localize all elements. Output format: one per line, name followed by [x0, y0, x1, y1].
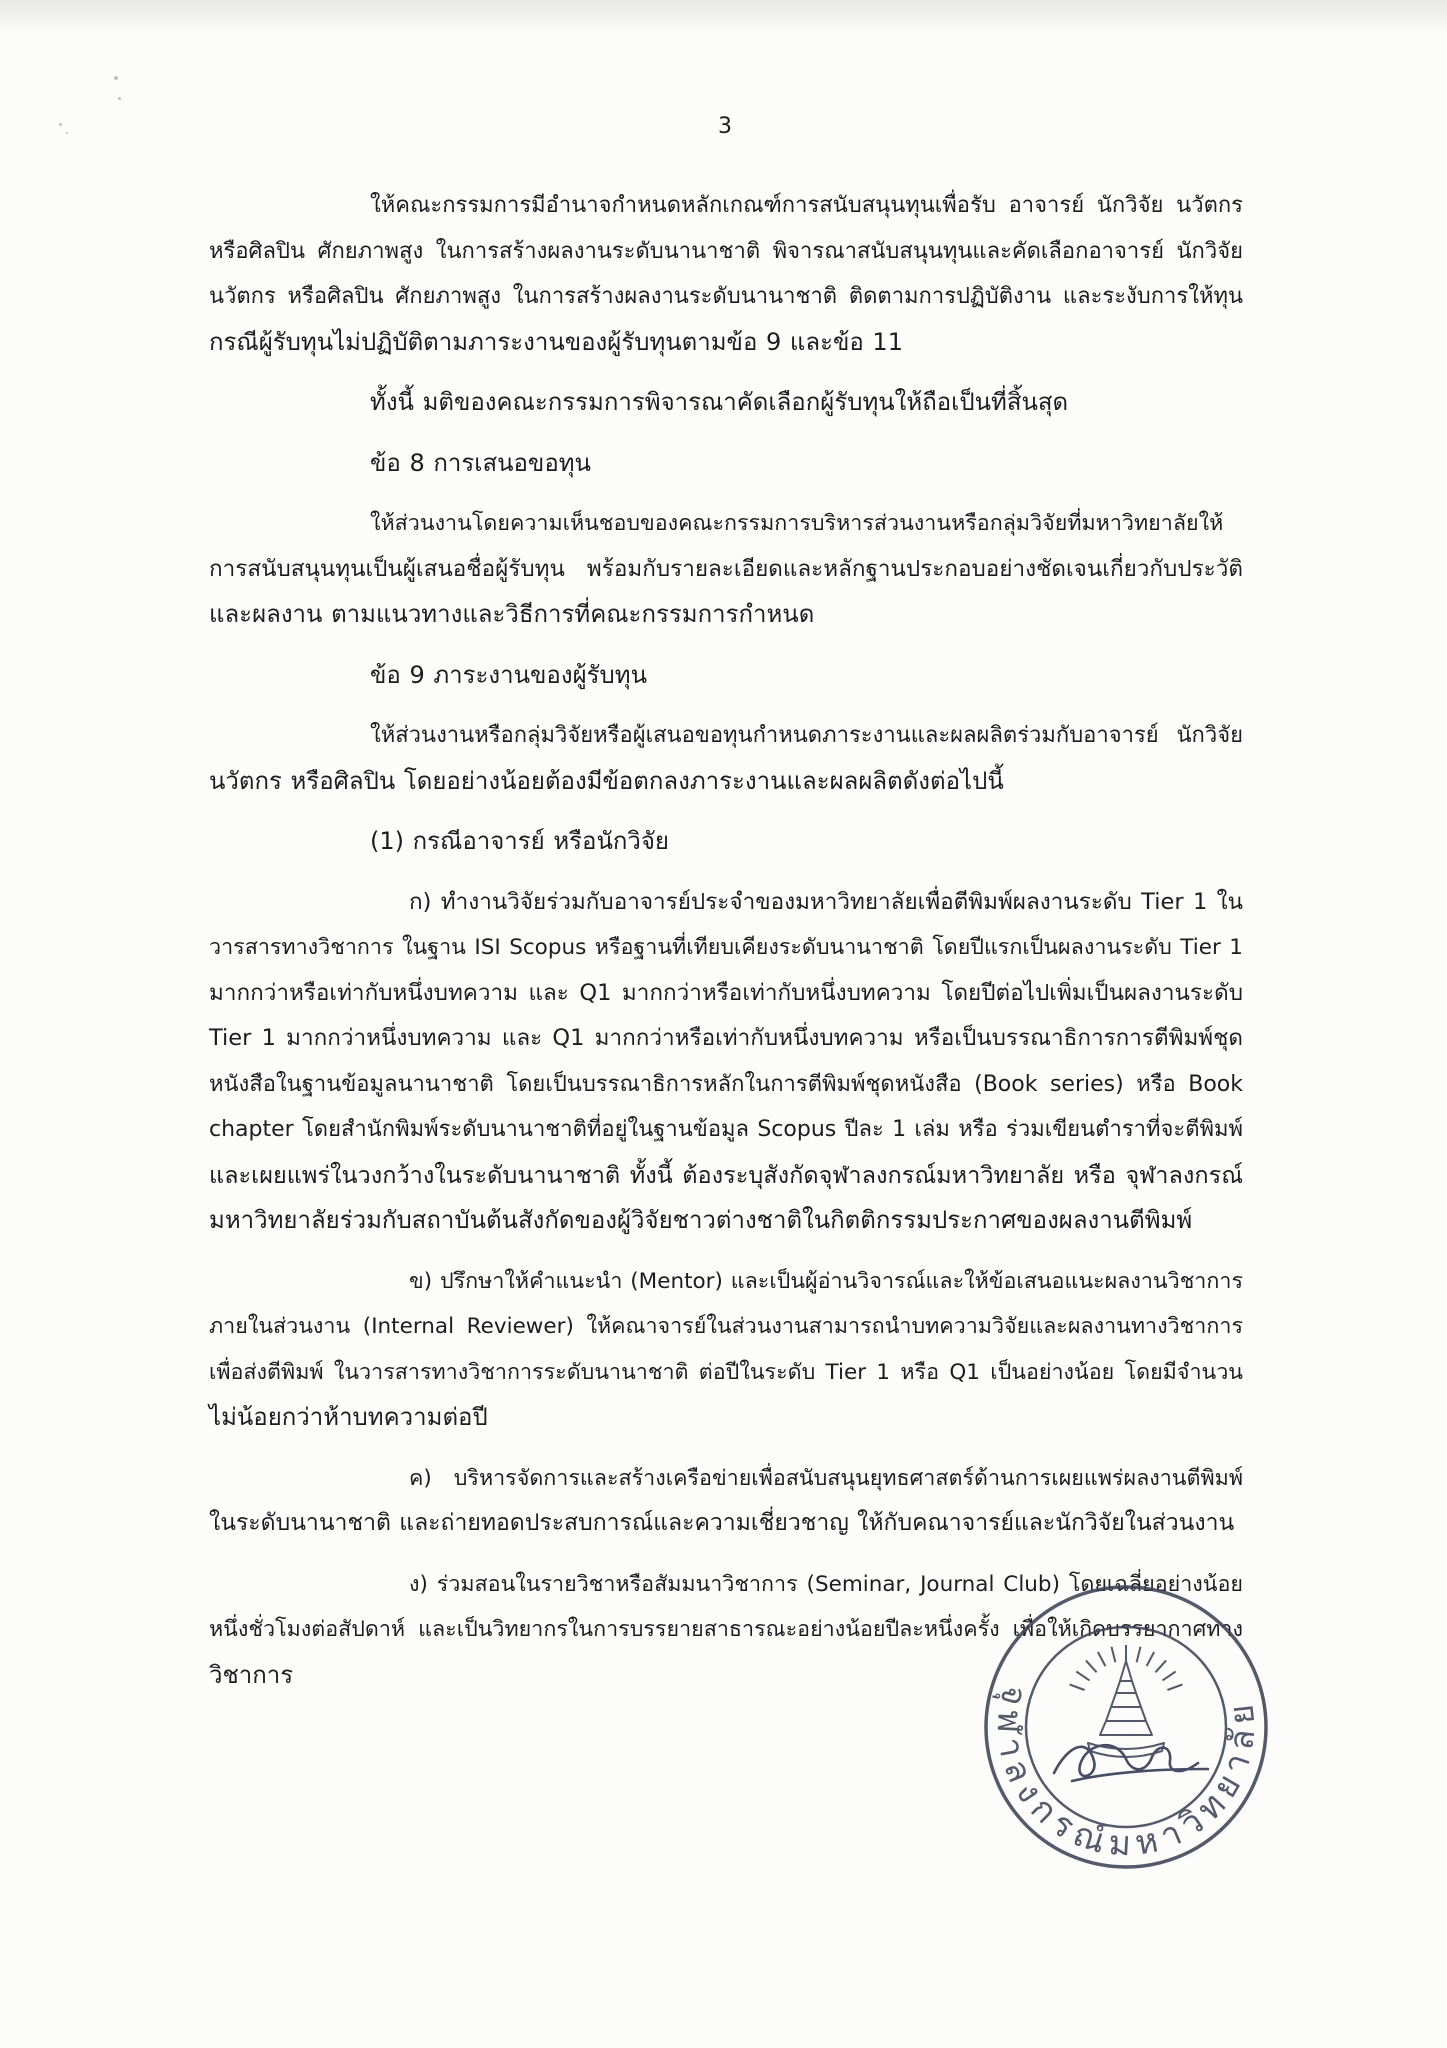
text-line: ให้ส่วนงานโดยความเห็นชอบของคณะกรรมการบริหารส่วนงานหรือกลุ่มวิจัยที่มหาวิทยาลัยให้ [370, 511, 1224, 536]
emblem-rays [1070, 1645, 1183, 1690]
signature [1054, 1745, 1208, 1781]
text-line: (1) กรณีอาจารย์ หรือนักวิจัย [370, 827, 669, 855]
text-line: วิชาการ [209, 1660, 294, 1689]
paragraph [209, 713, 1243, 804]
text-line: ในระดับนานาชาติ และถ่ายทอดประสบการณ์และความเชี่ยวชาญ ให้กับคณาจารย์และนักวิจัยในส่วนงาน [209, 1510, 1235, 1536]
paragraph [209, 380, 1243, 426]
university-seal [976, 1577, 1276, 1877]
paragraph [209, 501, 1243, 638]
text-line: Tier 1 มากกว่าหนึ่งบทความ และ Q1 มากกว่าหรือเท่ากับหนึ่งบทความ หรือเป็นบรรณาธิการการตีพิมพ์ชุด [209, 1025, 1243, 1051]
list-item [209, 880, 1243, 1244]
clause-heading [209, 653, 1243, 699]
text-line: และเผยแพร่ในวงกว้างในระดับนานาชาติ ทั้งนี้ ต้องระบุสังกัดจุฬาลงกรณ์มหาวิทยาลัย หรือ จุฬาลงกรณ์ [209, 1160, 1243, 1189]
text-line: chapter โดยสำนักพิมพ์ระดับนานาชาติที่อยู่ในฐานข้อมูล Scopus ปีละ 1 เล่ม หรือ ร่วมเขียนตำราที่จะตีพิมพ์ [209, 1117, 1243, 1142]
paragraph [209, 183, 1243, 365]
text-line: เพื่อส่งตีพิมพ์ ในวารสารทางวิชาการระดับนานาชาติ ต่อปีในระดับ Tier 1 หรือ Q1 เป็นอย่างน้อย โดยมีจำนวน [209, 1359, 1243, 1385]
text-line: หรือศิลปิน ศักยภาพสูง ในการสร้างผลงานระดับนานาชาติ พิจารณาสนับสนุนทุนและคัดเลือกอาจารย์ นักวิจัย [209, 238, 1243, 264]
text-line: ข้อ 8 การเสนอขอทุน [370, 448, 591, 477]
text-line: ทั้งนี้ มติของคณะกรรมการพิจารณาคัดเลือกผู้รับทุนให้ถือเป็นที่สิ้นสุด [370, 388, 1069, 416]
text-line: หนังสือในฐานข้อมูลนานาชาติ โดยเป็นบรรณาธิการหลักในการตีพิมพ์ชุดหนังสือ (Book series) หรือ Book [209, 1071, 1243, 1097]
text-line: ภายในส่วนงาน (Internal Reviewer) ให้คณาจารย์ในส่วนงานสามารถนำบทความวิจัยและผลงานทางวิชาการ [209, 1314, 1243, 1339]
text-line: ค) บริหารจัดการและสร้างเครือข่ายเพื่อสนับสนุนยุทธศาสตร์ด้านการเผยแพร่ผลงานตีพิมพ์ [409, 1465, 1243, 1491]
text-line: การสนับสนุนทุนเป็นผู้เสนอชื่อผู้รับทุน พร้อมกับรายละเอียดและหลักฐานประกอบอย่างชัดเจนเกี่ยวกับประวัติ [209, 555, 1243, 582]
scan-speck [118, 97, 121, 100]
phra-kiao-emblem-icon [1070, 1645, 1183, 1757]
text-line: หนึ่งชั่วโมงต่อสัปดาห์ และเป็นวิทยากรในการบรรยายสาธารณะอย่างน้อยปีละหนึ่งครั้ง เพื่อให้เกิดบรรยากาศทาง [209, 1617, 1243, 1642]
text-line: นวัตกร หรือศิลปิน โดยอย่างน้อยต้องมีข้อตกลงภาระงานและผลผลิตดังต่อไปนี้ [209, 766, 1004, 795]
text-line: มหาวิทยาลัยร่วมกับสถาบันต้นสังกัดของผู้วิจัยชาวต่างชาติในกิตติกรรมประกาศของผลงานตีพิมพ์ [209, 1206, 1193, 1234]
text-line: วารสารทางวิชาการ ในฐาน ISI Scopus หรือฐานที่เทียบเคียงระดับนานาชาติ โดยปีแรกเป็นผลงานระดับ Tier 1 [209, 935, 1243, 960]
list-item [209, 1456, 1243, 1547]
text-line: ให้ส่วนงานหรือกลุ่มวิจัยหรือผู้เสนอขอทุนกำหนดภาระงานและผลผลิตร่วมกับอาจารย์ นักวิจัย [370, 723, 1243, 748]
text-line: มากกว่าหรือเท่ากับหนึ่งบทความ และ Q1 มากกว่าหรือเท่ากับหนึ่งบทความ โดยปีต่อไปเพิ่มเป็นผลงานระดับ [209, 979, 1243, 1006]
text-line: ไม่น้อยกว่าห้าบทความต่อปี [209, 1403, 488, 1431]
sub-clause-heading [209, 819, 1243, 865]
text-line: และผลงาน ตามแนวทางและวิธีการที่คณะกรรมการกำหนด [209, 600, 815, 628]
text-line: ง) ร่วมสอนในรายวิชาหรือสัมมนาวิชาการ (Seminar, Journal Club) โดยเฉลี่ยอย่างน้อย [409, 1571, 1243, 1597]
scan-edge-top [0, 0, 1447, 34]
seal-lettering-path: จุฬาลงกรณ์มหาวิทยาลัย [988, 1680, 1264, 1865]
document-body [209, 183, 1243, 1698]
text-line: ก) ทำงานวิจัยร่วมกับอาจารย์ประจำของมหาวิทยาลัยเพื่อตีพิมพ์ผลงานระดับ Tier 1 ใน [409, 888, 1243, 915]
emblem-crown [1100, 1661, 1152, 1735]
clause-heading [209, 441, 1243, 487]
page-number: 3 [718, 114, 732, 139]
text-line: ให้คณะกรรมการมีอำนาจกำหนดหลักเกณฑ์การสนับสนุนทุนเพื่อรับ อาจารย์ นักวิจัย นวัตกร [370, 193, 1243, 218]
scan-speck [114, 76, 118, 80]
text-line: นวัตกร หรือศิลปิน ศักยภาพสูง ในการสร้างผลงานระดับนานาชาติ ติดตามการปฏิบัติงาน และระงับการให้ทุน [209, 284, 1243, 309]
text-line: กรณีผู้รับทุนไม่ปฏิบัติตามภาระงานของผู้รับทุนตามข้อ 9 และข้อ 11 [209, 327, 903, 356]
list-item [209, 1259, 1243, 1441]
scan-speck [59, 123, 62, 126]
text-line: ข) ปรึกษาให้คำแนะนำ (Mentor) และเป็นผู้อ่านวิจารณ์และให้ข้อเสนอแนะผลงานวิชาการ [409, 1268, 1243, 1294]
text-line: ข้อ 9 ภาระงานของผู้รับทุน [370, 660, 647, 689]
scan-speck [66, 132, 68, 134]
